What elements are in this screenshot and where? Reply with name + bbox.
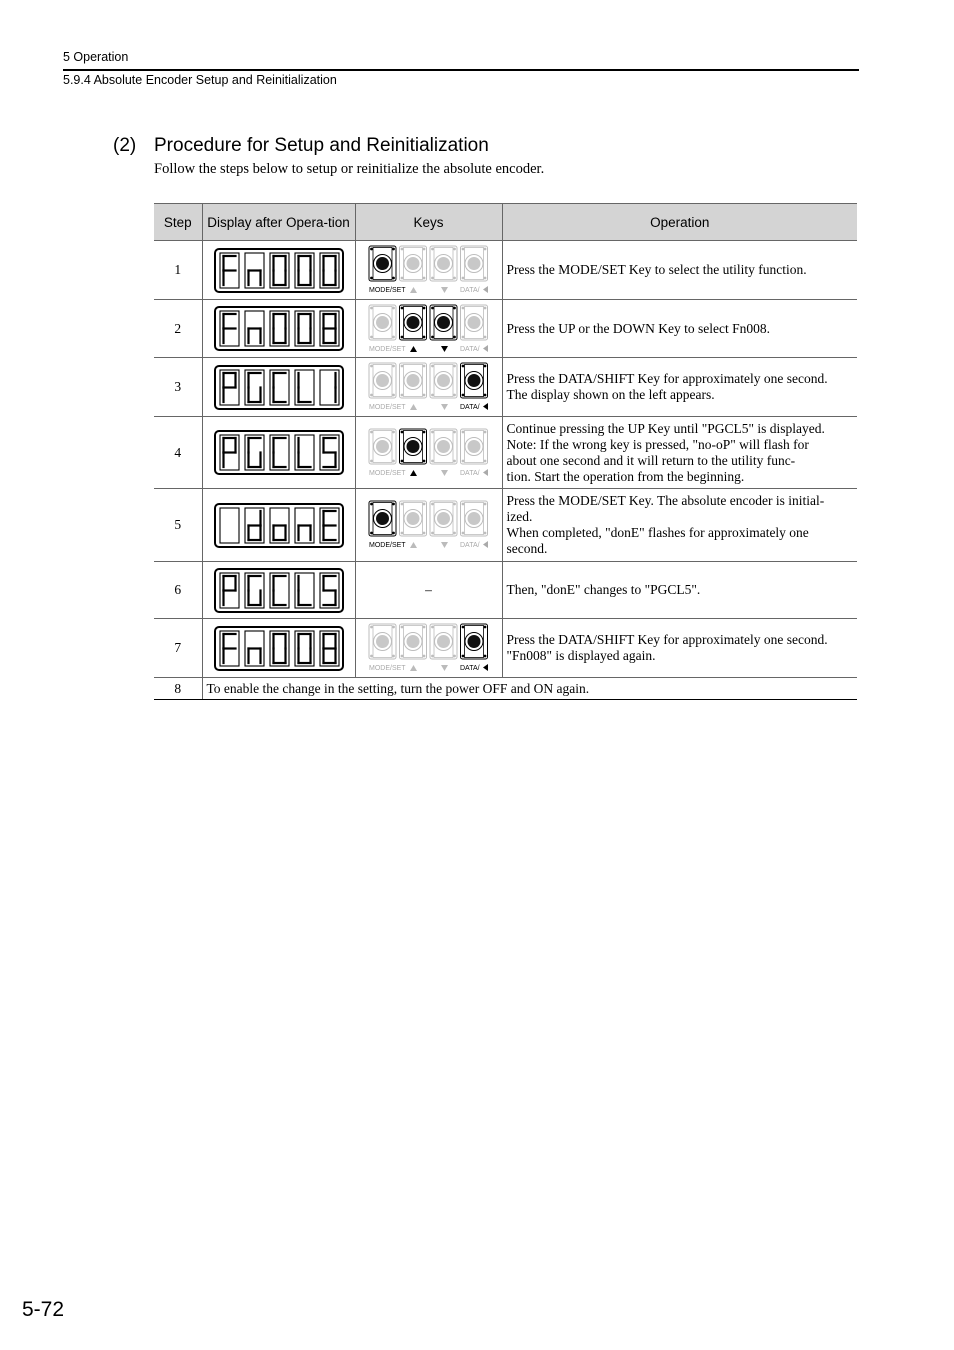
keypad bbox=[367, 622, 491, 674]
mode-set-label: MODE/SET bbox=[368, 404, 406, 411]
down-arrow-icon bbox=[441, 346, 448, 352]
key-button-data-shift bbox=[460, 429, 487, 464]
operation-line: When completed, "donE" flashes for approximately one bbox=[506, 525, 809, 540]
operation-text: Press the MODE/SET Key to select the utility function. bbox=[502, 241, 857, 300]
operation-text: Then, "donE" changes to "PGCL5". bbox=[502, 562, 857, 619]
table-row bbox=[154, 619, 857, 678]
keypad bbox=[367, 499, 491, 551]
data-shift-label: DATA/ bbox=[459, 665, 480, 672]
header-operation: Operation bbox=[502, 204, 857, 241]
operation-line: second. bbox=[506, 541, 548, 556]
led-digit bbox=[270, 311, 289, 346]
key-button-mode-set bbox=[369, 305, 396, 340]
operation-line: The display shown on the left appears. bbox=[506, 387, 715, 402]
led-digit bbox=[295, 435, 314, 470]
keypad bbox=[367, 303, 491, 355]
intro-text: Follow the steps below to setup or reinitialize the absolute encoder. bbox=[154, 161, 545, 177]
led-digit bbox=[220, 508, 239, 543]
page-number: 5-72 bbox=[22, 1298, 65, 1321]
mode-set-label: MODE/SET bbox=[368, 665, 406, 672]
led-digit bbox=[320, 435, 339, 470]
shift-left-icon bbox=[483, 664, 488, 671]
table-row bbox=[154, 562, 857, 619]
led-digit bbox=[245, 435, 264, 470]
header-rule bbox=[63, 69, 859, 71]
shift-left-icon bbox=[483, 345, 488, 352]
led-digit bbox=[270, 631, 289, 666]
led-digit bbox=[270, 573, 289, 608]
key-button-data-shift bbox=[460, 363, 487, 398]
led-digit bbox=[320, 508, 339, 543]
key-button-mode-set bbox=[369, 624, 396, 659]
section-number: (2) bbox=[113, 135, 137, 156]
operation-line: Press the DATA/SHIFT Key for approximately one second. bbox=[506, 371, 828, 386]
led-display bbox=[214, 568, 344, 613]
step-number: 8 bbox=[154, 678, 202, 700]
led-digit bbox=[245, 253, 264, 288]
up-arrow-icon bbox=[410, 346, 417, 352]
key-button-data-shift bbox=[460, 246, 487, 281]
note-line: about one second and it will return to the utility func- bbox=[506, 452, 796, 468]
shift-left-icon bbox=[483, 403, 488, 410]
down-arrow-icon bbox=[441, 542, 448, 548]
table-row bbox=[154, 300, 857, 358]
operation-line: Press the MODE/SET Key. The absolute encoder is initial- bbox=[506, 493, 825, 508]
led-digit bbox=[245, 311, 264, 346]
data-shift-label: DATA/ bbox=[459, 404, 480, 411]
mode-set-label: MODE/SET bbox=[368, 287, 406, 294]
mode-set-label: MODE/SET bbox=[368, 542, 406, 549]
led-digit bbox=[295, 370, 314, 405]
shift-left-icon bbox=[483, 541, 488, 548]
mode-set-label: MODE/SET bbox=[368, 345, 406, 353]
operation-note bbox=[507, 437, 853, 453]
key-button-data-shift bbox=[460, 624, 487, 659]
keys-cell bbox=[355, 300, 502, 358]
header-keys: Keys bbox=[355, 204, 502, 241]
note-label: Note: bbox=[506, 436, 537, 452]
step-number: 4 bbox=[154, 417, 202, 489]
key-button-data-shift bbox=[460, 305, 487, 340]
key-button-mode-set bbox=[369, 501, 396, 536]
key-button-mode-set bbox=[369, 363, 396, 398]
display-cell bbox=[202, 417, 355, 489]
key-button-down bbox=[430, 246, 457, 281]
led-digit bbox=[270, 508, 289, 543]
data-shift-label: DATA/ bbox=[459, 287, 480, 294]
header-display: Display after Opera-tion bbox=[202, 204, 355, 241]
data-shift-label: DATA/ bbox=[459, 345, 480, 353]
led-digit bbox=[245, 508, 264, 543]
step-number: 6 bbox=[154, 562, 202, 619]
up-arrow-icon bbox=[410, 404, 417, 410]
up-arrow-icon bbox=[410, 287, 417, 293]
data-shift-label: DATA/ bbox=[459, 542, 480, 549]
led-digit bbox=[295, 631, 314, 666]
data-shift-label: DATA/ bbox=[459, 469, 480, 477]
shift-left-icon bbox=[483, 469, 488, 476]
led-digit bbox=[270, 370, 289, 405]
key-button-down bbox=[430, 305, 457, 340]
keypad bbox=[367, 244, 491, 296]
led-display bbox=[214, 626, 344, 671]
led-digit bbox=[245, 370, 264, 405]
operation-line: Continue pressing the UP Key until "PGCL5" is displayed. bbox=[506, 420, 825, 436]
key-button-down bbox=[430, 429, 457, 464]
led-digit bbox=[320, 370, 339, 405]
led-display bbox=[214, 248, 344, 293]
up-arrow-icon bbox=[410, 470, 417, 476]
key-button-up bbox=[399, 501, 426, 536]
key-button-up bbox=[399, 305, 426, 340]
step-number: 5 bbox=[154, 489, 202, 562]
keys-cell bbox=[355, 417, 502, 489]
led-digit bbox=[270, 435, 289, 470]
led-display bbox=[214, 430, 344, 475]
key-button-down bbox=[430, 363, 457, 398]
table-row bbox=[154, 241, 857, 300]
led-digit bbox=[220, 435, 239, 470]
shift-left-icon bbox=[483, 286, 488, 293]
down-arrow-icon bbox=[441, 404, 448, 410]
table-row bbox=[154, 358, 857, 417]
key-button-down bbox=[430, 501, 457, 536]
led-digit bbox=[295, 573, 314, 608]
keys-cell bbox=[355, 358, 502, 417]
led-digit bbox=[220, 253, 239, 288]
display-cell bbox=[202, 241, 355, 300]
led-display bbox=[214, 306, 344, 351]
key-button-mode-set bbox=[369, 429, 396, 464]
operation-text bbox=[502, 489, 857, 562]
chapter-header: 5 Operation bbox=[63, 50, 129, 64]
led-digit bbox=[270, 253, 289, 288]
led-digit bbox=[245, 573, 264, 608]
display-cell bbox=[202, 300, 355, 358]
keypad bbox=[367, 427, 491, 479]
up-arrow-icon bbox=[410, 542, 417, 548]
operation-text bbox=[502, 358, 857, 417]
note-line: If the wrong key is pressed, "no-oP" will flash for bbox=[539, 436, 809, 452]
operation-line: "Fn008" is displayed again. bbox=[506, 648, 656, 663]
step-number: 3 bbox=[154, 358, 202, 417]
led-digit bbox=[295, 508, 314, 543]
key-button-up bbox=[399, 624, 426, 659]
display-cell bbox=[202, 562, 355, 619]
led-digit bbox=[320, 573, 339, 608]
keypad bbox=[367, 361, 491, 413]
display-cell bbox=[202, 358, 355, 417]
key-button-up bbox=[399, 246, 426, 281]
table-row bbox=[154, 489, 857, 562]
key-button-up bbox=[399, 429, 426, 464]
section-header: 5.9.4 Absolute Encoder Setup and Reinitialization bbox=[63, 73, 337, 87]
operation-line: Press the DATA/SHIFT Key for approximately one second. bbox=[506, 632, 828, 647]
down-arrow-icon bbox=[441, 665, 448, 671]
section-title-text: Procedure for Setup and Reinitialization bbox=[154, 135, 489, 156]
keys-cell bbox=[355, 241, 502, 300]
operation-text: Press the UP or the DOWN Key to select Fn008. bbox=[502, 300, 857, 358]
operation-text bbox=[502, 619, 857, 678]
led-digit bbox=[220, 370, 239, 405]
key-button-down bbox=[430, 624, 457, 659]
led-digit bbox=[220, 631, 239, 666]
down-arrow-icon bbox=[441, 287, 448, 293]
step-number: 7 bbox=[154, 619, 202, 678]
step-number: 1 bbox=[154, 241, 202, 300]
display-cell bbox=[202, 619, 355, 678]
down-arrow-icon bbox=[441, 470, 448, 476]
operation-text bbox=[502, 417, 857, 489]
led-digit bbox=[320, 253, 339, 288]
step-number: 2 bbox=[154, 300, 202, 358]
display-cell bbox=[202, 489, 355, 562]
table-row bbox=[154, 417, 857, 489]
led-digit bbox=[245, 631, 264, 666]
mode-set-label: MODE/SET bbox=[368, 469, 406, 477]
table-row bbox=[154, 678, 857, 700]
led-digit bbox=[320, 311, 339, 346]
led-digit bbox=[220, 573, 239, 608]
up-arrow-icon bbox=[410, 665, 417, 671]
section-title bbox=[113, 135, 489, 157]
key-button-data-shift bbox=[460, 501, 487, 536]
led-digit bbox=[320, 631, 339, 666]
operation-line: ized. bbox=[506, 509, 533, 524]
note-line: tion. Start the operation from the beginning. bbox=[506, 468, 745, 484]
header-step: Step bbox=[154, 204, 202, 241]
procedure-table bbox=[154, 203, 857, 700]
keys-cell bbox=[355, 489, 502, 562]
keys-cell bbox=[355, 619, 502, 678]
led-display bbox=[214, 503, 344, 548]
led-display bbox=[214, 365, 344, 410]
led-digit bbox=[295, 311, 314, 346]
operation-text: To enable the change in the setting, turn the power OFF and ON again. bbox=[202, 678, 857, 700]
led-digit bbox=[295, 253, 314, 288]
keys-cell: – bbox=[355, 562, 502, 619]
led-digit bbox=[220, 311, 239, 346]
key-button-up bbox=[399, 363, 426, 398]
table-header-row bbox=[154, 204, 857, 241]
key-button-mode-set bbox=[369, 246, 396, 281]
